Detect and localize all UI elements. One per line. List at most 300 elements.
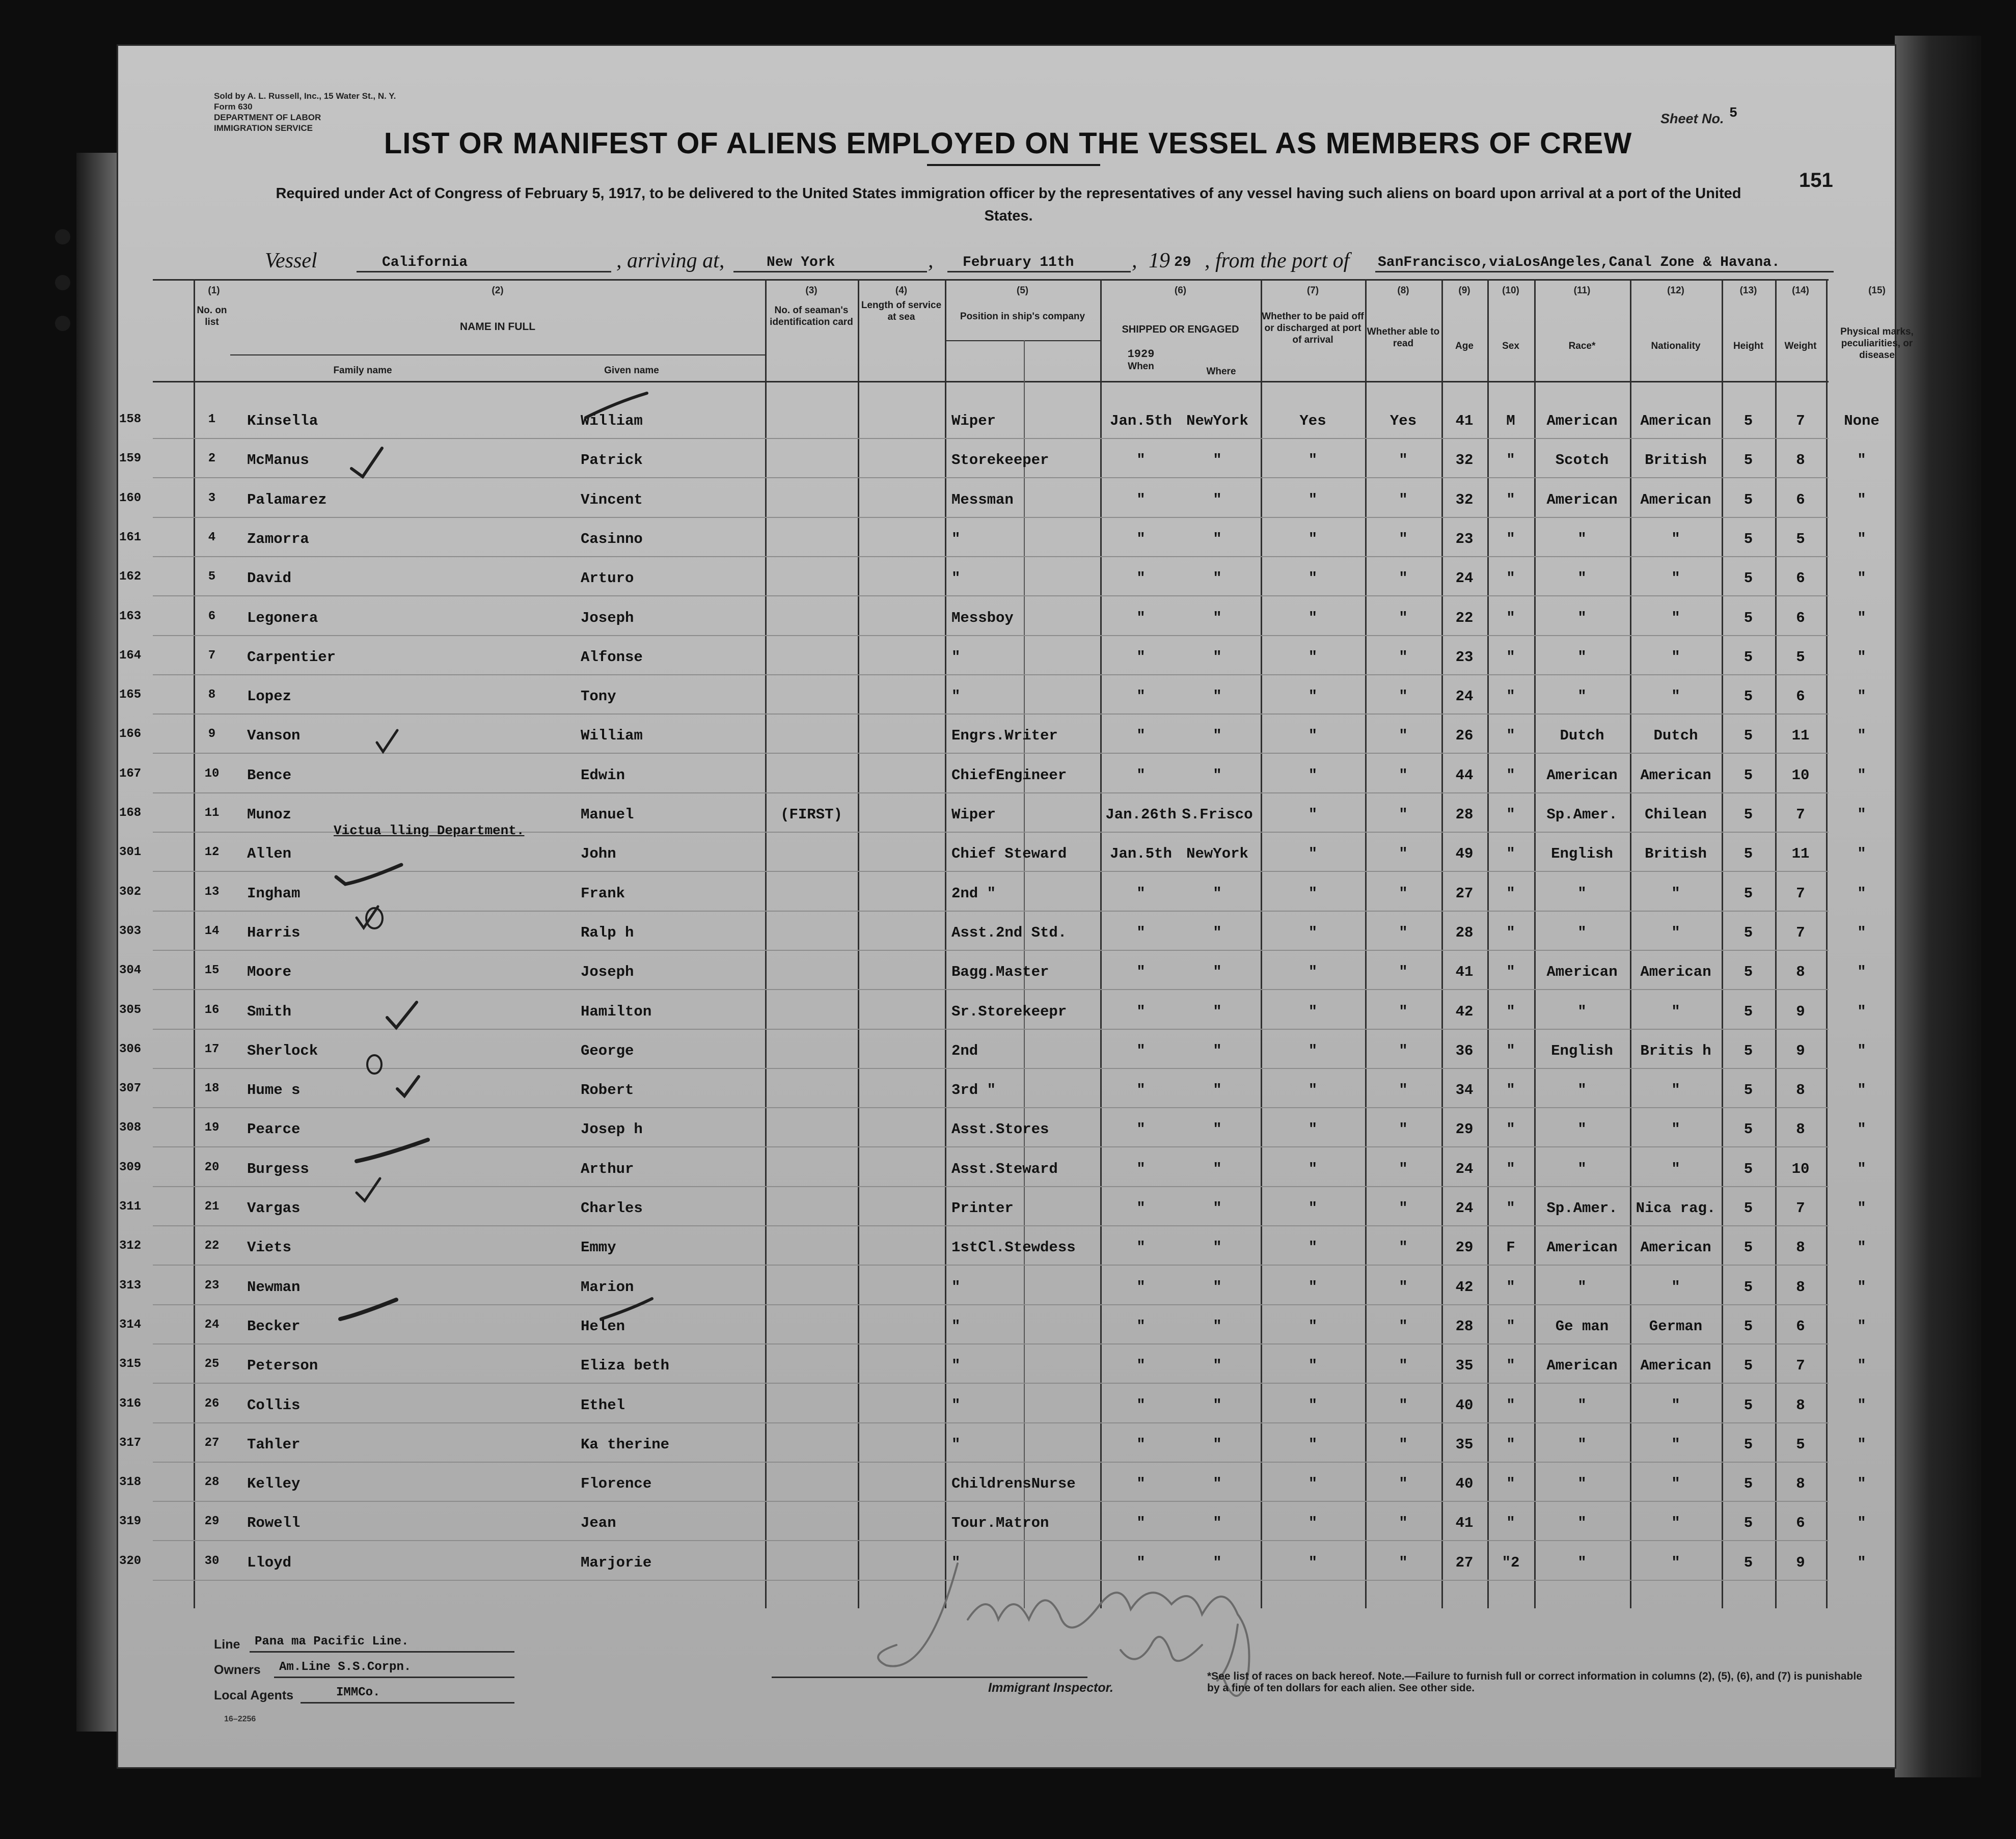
cell-race: Dutch — [1560, 727, 1604, 744]
cell-weight: 8 — [1796, 452, 1805, 469]
cell-height: 5 — [1743, 1279, 1753, 1296]
cell-sex: " — [1506, 531, 1515, 547]
cell-weight: 8 — [1796, 1239, 1805, 1256]
owners-value: Am.Line S.S.Corpn. — [279, 1660, 412, 1674]
cell-nationality: Dutch — [1653, 727, 1698, 744]
cell-family-name: Ingham — [247, 885, 301, 902]
cell-where: " — [1213, 570, 1222, 587]
cell-height: 5 — [1743, 610, 1753, 626]
cell-able-to-read: " — [1399, 1279, 1408, 1296]
cell-physical-marks: None — [1844, 413, 1879, 429]
cell-physical-marks: " — [1857, 1003, 1866, 1020]
cell-where: " — [1213, 1003, 1222, 1020]
cell-position: Sr.Storekeepr — [951, 1003, 1067, 1020]
cell-nationality: British — [1645, 452, 1707, 469]
cell-age: 42 — [1455, 1279, 1474, 1296]
cell-sex: " — [1506, 1436, 1515, 1453]
cell-race: Sp.Amer. — [1546, 806, 1618, 823]
cell-weight: 8 — [1796, 1082, 1805, 1099]
cell-given-name: William — [581, 727, 643, 744]
cell-paid-off: Yes — [1299, 413, 1326, 429]
cell-able-to-read: " — [1399, 806, 1408, 823]
header-race: Race* — [1568, 341, 1596, 351]
cell-age: 34 — [1455, 1082, 1474, 1099]
row-reference-number: 302 — [119, 885, 142, 899]
cell-position: Asst.Stores — [951, 1121, 1049, 1138]
cell-race: Sp.Amer. — [1546, 1200, 1618, 1217]
cell-able-to-read: " — [1399, 570, 1408, 587]
cell-sex: " — [1506, 1397, 1515, 1414]
row-rule — [153, 1501, 1829, 1502]
cell-nationality: German — [1649, 1318, 1703, 1335]
cell-nationality: " — [1671, 1003, 1680, 1020]
cell-where: " — [1213, 1082, 1222, 1099]
cell-position: Bagg.Master — [951, 964, 1049, 980]
row-reference-number: 308 — [119, 1121, 142, 1135]
publisher-line: Sold by A. L. Russell, Inc., 15 Water St., N. Y. — [214, 91, 396, 101]
cell-no: 19 — [204, 1121, 220, 1135]
cell-family-name: Lloyd — [247, 1554, 292, 1571]
year-prefix: 19 — [1149, 249, 1170, 272]
cell-when: " — [1136, 1436, 1146, 1453]
cell-age: 23 — [1455, 531, 1474, 547]
header-physical-marks: Physical marks, peculiarities, or disease — [1840, 326, 1914, 361]
cell-able-to-read: " — [1399, 1082, 1408, 1099]
row-rule — [153, 438, 1829, 439]
cell-weight: 9 — [1796, 1042, 1805, 1059]
cell-given-name: William — [581, 413, 643, 429]
cell-height: 5 — [1743, 767, 1753, 784]
footer-note: *See list of races on back hereof. Note.—Failure to furnish full or correct information in columns (2), (5), (6), and (7) is punishable by a fine of ten dollars for each alien. See other side. — [1207, 1670, 1862, 1694]
cell-given-name: Emmy — [581, 1239, 616, 1256]
row-reference-number: 158 — [119, 413, 142, 426]
cell-weight: 8 — [1796, 1279, 1805, 1296]
cell-sex: " — [1506, 688, 1515, 705]
cell-height: 5 — [1743, 688, 1753, 705]
row-rule — [153, 911, 1829, 912]
cell-age: 36 — [1455, 1042, 1474, 1059]
cell-when: " — [1136, 964, 1146, 980]
cell-age: 28 — [1455, 1318, 1474, 1335]
cell-physical-marks: " — [1857, 1161, 1866, 1177]
cell-race: " — [1577, 1475, 1587, 1492]
cell-family-name: Newman — [247, 1279, 301, 1296]
cell-paid-off: " — [1308, 1318, 1318, 1335]
cell-height: 5 — [1743, 649, 1753, 666]
cell-given-name: Jean — [581, 1515, 616, 1531]
cell-position: Tour.Matron — [951, 1515, 1049, 1531]
cell-nationality: " — [1671, 688, 1680, 705]
cell-nationality: " — [1671, 649, 1680, 666]
row-rule — [153, 1462, 1829, 1463]
cell-no: 2 — [208, 452, 216, 465]
cell-paid-off: " — [1308, 806, 1318, 823]
cell-family-name: Vanson — [247, 727, 301, 744]
cell-weight: 7 — [1796, 885, 1805, 902]
cell-physical-marks: " — [1857, 649, 1866, 666]
cell-family-name: Viets — [247, 1239, 292, 1256]
departure-port: SanFrancisco,viaLosAngeles,Canal Zone & Havana. — [1378, 255, 1780, 270]
cell-paid-off: " — [1308, 1042, 1318, 1059]
cell-when: " — [1136, 452, 1146, 469]
cell-race: American — [1546, 1239, 1618, 1256]
cell-able-to-read: " — [1399, 727, 1408, 744]
row-rule — [153, 517, 1829, 518]
cell-given-name: Josep h — [581, 1121, 643, 1138]
cell-given-name: Alfonse — [581, 649, 643, 666]
row-reference-number: 304 — [119, 964, 142, 977]
column-number: (12) — [1667, 285, 1684, 296]
cell-physical-marks: " — [1857, 727, 1866, 744]
cell-paid-off: " — [1308, 1554, 1318, 1571]
cell-position: " — [951, 688, 961, 705]
cell-age: 24 — [1455, 688, 1474, 705]
header-paid-off: Whether to be paid off or discharged at port of arrival — [1262, 311, 1364, 345]
cell-family-name: Burgess — [247, 1161, 309, 1177]
cell-where: S.Frisco — [1182, 806, 1253, 823]
cell-when: " — [1136, 1161, 1146, 1177]
cell-physical-marks: " — [1857, 1279, 1866, 1296]
cell-where: " — [1213, 491, 1222, 508]
row-reference-number: 313 — [119, 1279, 142, 1293]
cell-race: " — [1577, 924, 1587, 941]
cell-race: " — [1577, 1082, 1587, 1099]
cell-sex: " — [1506, 452, 1515, 469]
cell-given-name: Hamilton — [581, 1003, 652, 1020]
cell-given-name: Eliza beth — [581, 1357, 670, 1374]
cell-no: 26 — [204, 1397, 220, 1411]
cell-nationality: American — [1640, 767, 1711, 784]
cell-paid-off: " — [1308, 491, 1318, 508]
cell-race: " — [1577, 688, 1587, 705]
cell-no: 30 — [204, 1554, 220, 1568]
cell-physical-marks: " — [1857, 1357, 1866, 1374]
cell-paid-off: " — [1308, 1475, 1318, 1492]
row-reference-number: 163 — [119, 610, 142, 623]
cell-race: " — [1577, 1397, 1587, 1414]
cell-physical-marks: " — [1857, 1121, 1866, 1138]
cell-position: Storekeeper — [951, 452, 1049, 469]
cell-when: " — [1136, 924, 1146, 941]
header-length-of-service: Length of service at sea — [861, 300, 942, 322]
cell-where: " — [1213, 1554, 1222, 1571]
cell-weight: 6 — [1796, 1318, 1805, 1335]
cell-nationality: " — [1671, 1554, 1680, 1571]
cell-when: " — [1136, 491, 1146, 508]
cell-nationality: " — [1671, 1161, 1680, 1177]
cell-sex: " — [1506, 1515, 1515, 1531]
cell-paid-off: " — [1308, 1436, 1318, 1453]
cell-when: Jan.26th — [1105, 806, 1177, 823]
cell-sex: " — [1506, 1082, 1515, 1099]
cell-given-name: Patrick — [581, 452, 643, 469]
header-given-name: Given name — [604, 365, 659, 376]
vessel-name: California — [382, 255, 468, 270]
cell-physical-marks: " — [1857, 610, 1866, 626]
row-rule — [153, 753, 1829, 754]
row-reference-number: 317 — [119, 1436, 142, 1450]
row-reference-number: 306 — [119, 1042, 142, 1056]
cell-age: 41 — [1455, 1515, 1474, 1531]
cell-height: 5 — [1743, 1082, 1753, 1099]
arriving-label: , arriving at, — [616, 249, 725, 272]
cell-weight: 11 — [1791, 845, 1810, 862]
row-rule — [153, 1029, 1829, 1030]
comma-separator: , — [928, 249, 934, 272]
cell-position: Messman — [951, 491, 1014, 508]
cell-nationality: American — [1640, 491, 1711, 508]
cell-when: " — [1136, 1200, 1146, 1217]
cell-no: 1 — [208, 413, 216, 426]
cell-physical-marks: " — [1857, 1239, 1866, 1256]
header-seaman-card: No. of seaman's identification card — [770, 305, 853, 327]
cell-family-name: Vargas — [247, 1200, 301, 1217]
cell-physical-marks: " — [1857, 1475, 1866, 1492]
header-where: Where — [1206, 366, 1236, 377]
cell-no: 20 — [204, 1161, 220, 1174]
cell-race: Ge man — [1555, 1318, 1609, 1335]
header-nationality: Nationality — [1651, 341, 1701, 351]
header-able-to-read: Whether able to read — [1367, 326, 1440, 349]
cell-height: 5 — [1743, 1200, 1753, 1217]
cell-where: " — [1213, 1042, 1222, 1059]
cell-nationality: " — [1671, 570, 1680, 587]
cell-height: 5 — [1743, 1357, 1753, 1374]
service-name: IMMIGRATION SERVICE — [214, 123, 313, 133]
row-reference-number: 309 — [119, 1161, 142, 1174]
cell-given-name: Helen — [581, 1318, 625, 1335]
cell-sex: " — [1506, 727, 1515, 744]
cell-able-to-read: " — [1399, 531, 1408, 547]
line-label: Line — [214, 1637, 240, 1652]
row-rule — [153, 1304, 1829, 1305]
cell-height: 5 — [1743, 531, 1753, 547]
cell-sex: F — [1506, 1239, 1515, 1256]
row-reference-number: 160 — [119, 491, 142, 505]
cell-where: " — [1213, 1397, 1222, 1414]
cell-able-to-read: " — [1399, 1515, 1408, 1531]
vessel-label: Vessel — [265, 249, 317, 272]
cell-able-to-read: " — [1399, 1554, 1408, 1571]
departure-rule — [1375, 271, 1834, 272]
cell-nationality: " — [1671, 1397, 1680, 1414]
cell-sex: " — [1506, 885, 1515, 902]
row-reference-number: 314 — [119, 1318, 142, 1332]
cell-able-to-read: " — [1399, 1436, 1408, 1453]
date-rule — [947, 271, 1131, 272]
row-rule — [153, 1540, 1829, 1541]
cell-physical-marks: " — [1857, 767, 1866, 784]
cell-able-to-read: " — [1399, 1239, 1408, 1256]
cell-able-to-read: " — [1399, 964, 1408, 980]
sheet-number-label: Sheet No. — [1660, 111, 1724, 126]
cell-weight: 8 — [1796, 964, 1805, 980]
cell-race: Scotch — [1555, 452, 1609, 469]
cell-able-to-read: " — [1399, 1475, 1408, 1492]
cell-weight: 6 — [1796, 610, 1805, 626]
row-rule — [153, 595, 1829, 596]
row-reference-number: 307 — [119, 1082, 142, 1095]
cell-family-name: Peterson — [247, 1357, 318, 1374]
row-reference-number: 164 — [119, 649, 142, 663]
header-weight: Weight — [1784, 341, 1817, 351]
row-rule — [153, 1186, 1829, 1187]
page-edge-left — [76, 153, 118, 1732]
cell-height: 5 — [1743, 1436, 1753, 1453]
cell-physical-marks: " — [1857, 1554, 1866, 1571]
cell-paid-off: " — [1308, 845, 1318, 862]
cell-weight: 6 — [1796, 688, 1805, 705]
cell-given-name: Vincent — [581, 491, 643, 508]
cell-family-name: Zamorra — [247, 531, 309, 547]
cell-weight: 10 — [1791, 767, 1810, 784]
cell-no: 12 — [204, 845, 220, 859]
row-reference-number: 316 — [119, 1397, 142, 1411]
cell-race: " — [1577, 1003, 1587, 1020]
header-sex: Sex — [1502, 341, 1519, 351]
cell-position: " — [951, 570, 961, 587]
cell-age: 27 — [1455, 1554, 1474, 1571]
row-rule — [153, 635, 1829, 636]
cell-family-name: Kelley — [247, 1475, 301, 1492]
cell-position: Asst.2nd Std. — [951, 924, 1067, 941]
cell-position: 2nd " — [951, 885, 996, 902]
cell-weight: 5 — [1796, 649, 1805, 666]
cell-where: " — [1213, 688, 1222, 705]
cell-position: Asst.Steward — [951, 1161, 1058, 1177]
cell-able-to-read: " — [1399, 924, 1408, 941]
cell-given-name: Tony — [581, 688, 616, 705]
column-number: (11) — [1573, 285, 1591, 296]
arrival-rule — [733, 271, 927, 272]
cell-when: " — [1136, 649, 1146, 666]
row-reference-number: 318 — [119, 1475, 142, 1489]
cell-race: " — [1577, 610, 1587, 626]
cell-weight: 10 — [1791, 1161, 1810, 1177]
owners-rule — [274, 1677, 514, 1678]
cell-paid-off: " — [1308, 964, 1318, 980]
cell-when: " — [1136, 727, 1146, 744]
cell-where: " — [1213, 452, 1222, 469]
cell-when: " — [1136, 1554, 1146, 1571]
cell-family-name: Carpentier — [247, 649, 336, 666]
cell-no: 8 — [208, 688, 216, 702]
cell-age: 41 — [1455, 413, 1474, 429]
cell-nationality: " — [1671, 610, 1680, 626]
cell-height: 5 — [1743, 491, 1753, 508]
cell-paid-off: " — [1308, 688, 1318, 705]
cell-age: 23 — [1455, 649, 1474, 666]
cell-height: 5 — [1743, 452, 1753, 469]
cell-given-name: George — [581, 1042, 634, 1059]
cell-family-name: Moore — [247, 964, 292, 980]
cell-weight: 5 — [1796, 1436, 1805, 1453]
cell-no: 24 — [204, 1318, 220, 1332]
cell-given-name: Joseph — [581, 610, 634, 626]
header-height: Height — [1733, 341, 1764, 351]
cell-physical-marks: " — [1857, 964, 1866, 980]
cell-physical-marks: " — [1857, 845, 1866, 862]
cell-position: " — [951, 649, 961, 666]
cell-sex: " — [1506, 1200, 1515, 1217]
cell-height: 5 — [1743, 1239, 1753, 1256]
row-rule — [153, 1422, 1829, 1423]
cell-physical-marks: " — [1857, 1200, 1866, 1217]
header-no-on-list: No. on list — [197, 305, 227, 327]
cell-no: 23 — [204, 1279, 220, 1293]
cell-where: " — [1213, 924, 1222, 941]
cell-physical-marks: " — [1857, 1436, 1866, 1453]
cell-weight: 7 — [1796, 1200, 1805, 1217]
sheet-number-value: 5 — [1729, 106, 1738, 121]
cell-age: 24 — [1455, 570, 1474, 587]
cell-given-name: Florence — [581, 1475, 652, 1492]
cell-when: " — [1136, 1279, 1146, 1296]
cell-height: 5 — [1743, 964, 1753, 980]
cell-given-name: Arturo — [581, 570, 634, 587]
cell-seaman-card: (FIRST) — [780, 806, 842, 823]
cell-family-name: Palamarez — [247, 491, 327, 508]
cell-height: 5 — [1743, 1475, 1753, 1492]
cell-no: 14 — [204, 924, 220, 938]
cell-given-name: Manuel — [581, 806, 634, 823]
cell-given-name: Ka therine — [581, 1436, 670, 1453]
row-reference-number: 315 — [119, 1357, 142, 1371]
cell-no: 5 — [208, 570, 216, 584]
cell-paid-off: " — [1308, 649, 1318, 666]
cell-nationality: American — [1640, 1357, 1711, 1374]
owners-label: Owners — [214, 1663, 261, 1677]
column-number: (13) — [1739, 285, 1757, 296]
cell-family-name: Sherlock — [247, 1042, 318, 1059]
cell-given-name: Ethel — [581, 1397, 625, 1414]
local-agents-label: Local Agents — [214, 1688, 294, 1703]
cell-sex: " — [1506, 649, 1515, 666]
cell-given-name: Robert — [581, 1082, 634, 1099]
cell-able-to-read: " — [1399, 1200, 1408, 1217]
cell-sex: " — [1506, 806, 1515, 823]
cell-age: 24 — [1455, 1161, 1474, 1177]
cell-position: Chief Steward — [951, 845, 1067, 862]
cell-family-name: Munoz — [247, 806, 292, 823]
cell-able-to-read: " — [1399, 845, 1408, 862]
cell-nationality: Britis h — [1640, 1042, 1711, 1059]
row-rule — [153, 1343, 1829, 1344]
inspector-signature-rule — [772, 1677, 1087, 1678]
cell-position: Messboy — [951, 610, 1014, 626]
row-reference-number: 319 — [119, 1515, 142, 1528]
cell-age: 24 — [1455, 1200, 1474, 1217]
row-reference-number: 167 — [119, 767, 142, 781]
row-reference-number: 312 — [119, 1239, 142, 1253]
cell-nationality: American — [1640, 964, 1711, 980]
column-number: (15) — [1868, 285, 1886, 296]
cell-able-to-read: " — [1399, 1357, 1408, 1374]
cell-nationality: American — [1640, 413, 1711, 429]
cell-nationality: " — [1671, 1475, 1680, 1492]
local-agents-value: IMMCo. — [336, 1686, 380, 1699]
cell-position: " — [951, 1554, 961, 1571]
row-reference-number: 311 — [119, 1200, 142, 1214]
cell-no: 6 — [208, 610, 216, 623]
cell-where: " — [1213, 767, 1222, 784]
row-rule — [153, 477, 1829, 478]
cell-no: 3 — [208, 491, 216, 505]
line-rule — [250, 1651, 514, 1653]
row-reference-number: 165 — [119, 688, 142, 702]
cell-age: 40 — [1455, 1397, 1474, 1414]
cell-race: English — [1551, 845, 1613, 862]
